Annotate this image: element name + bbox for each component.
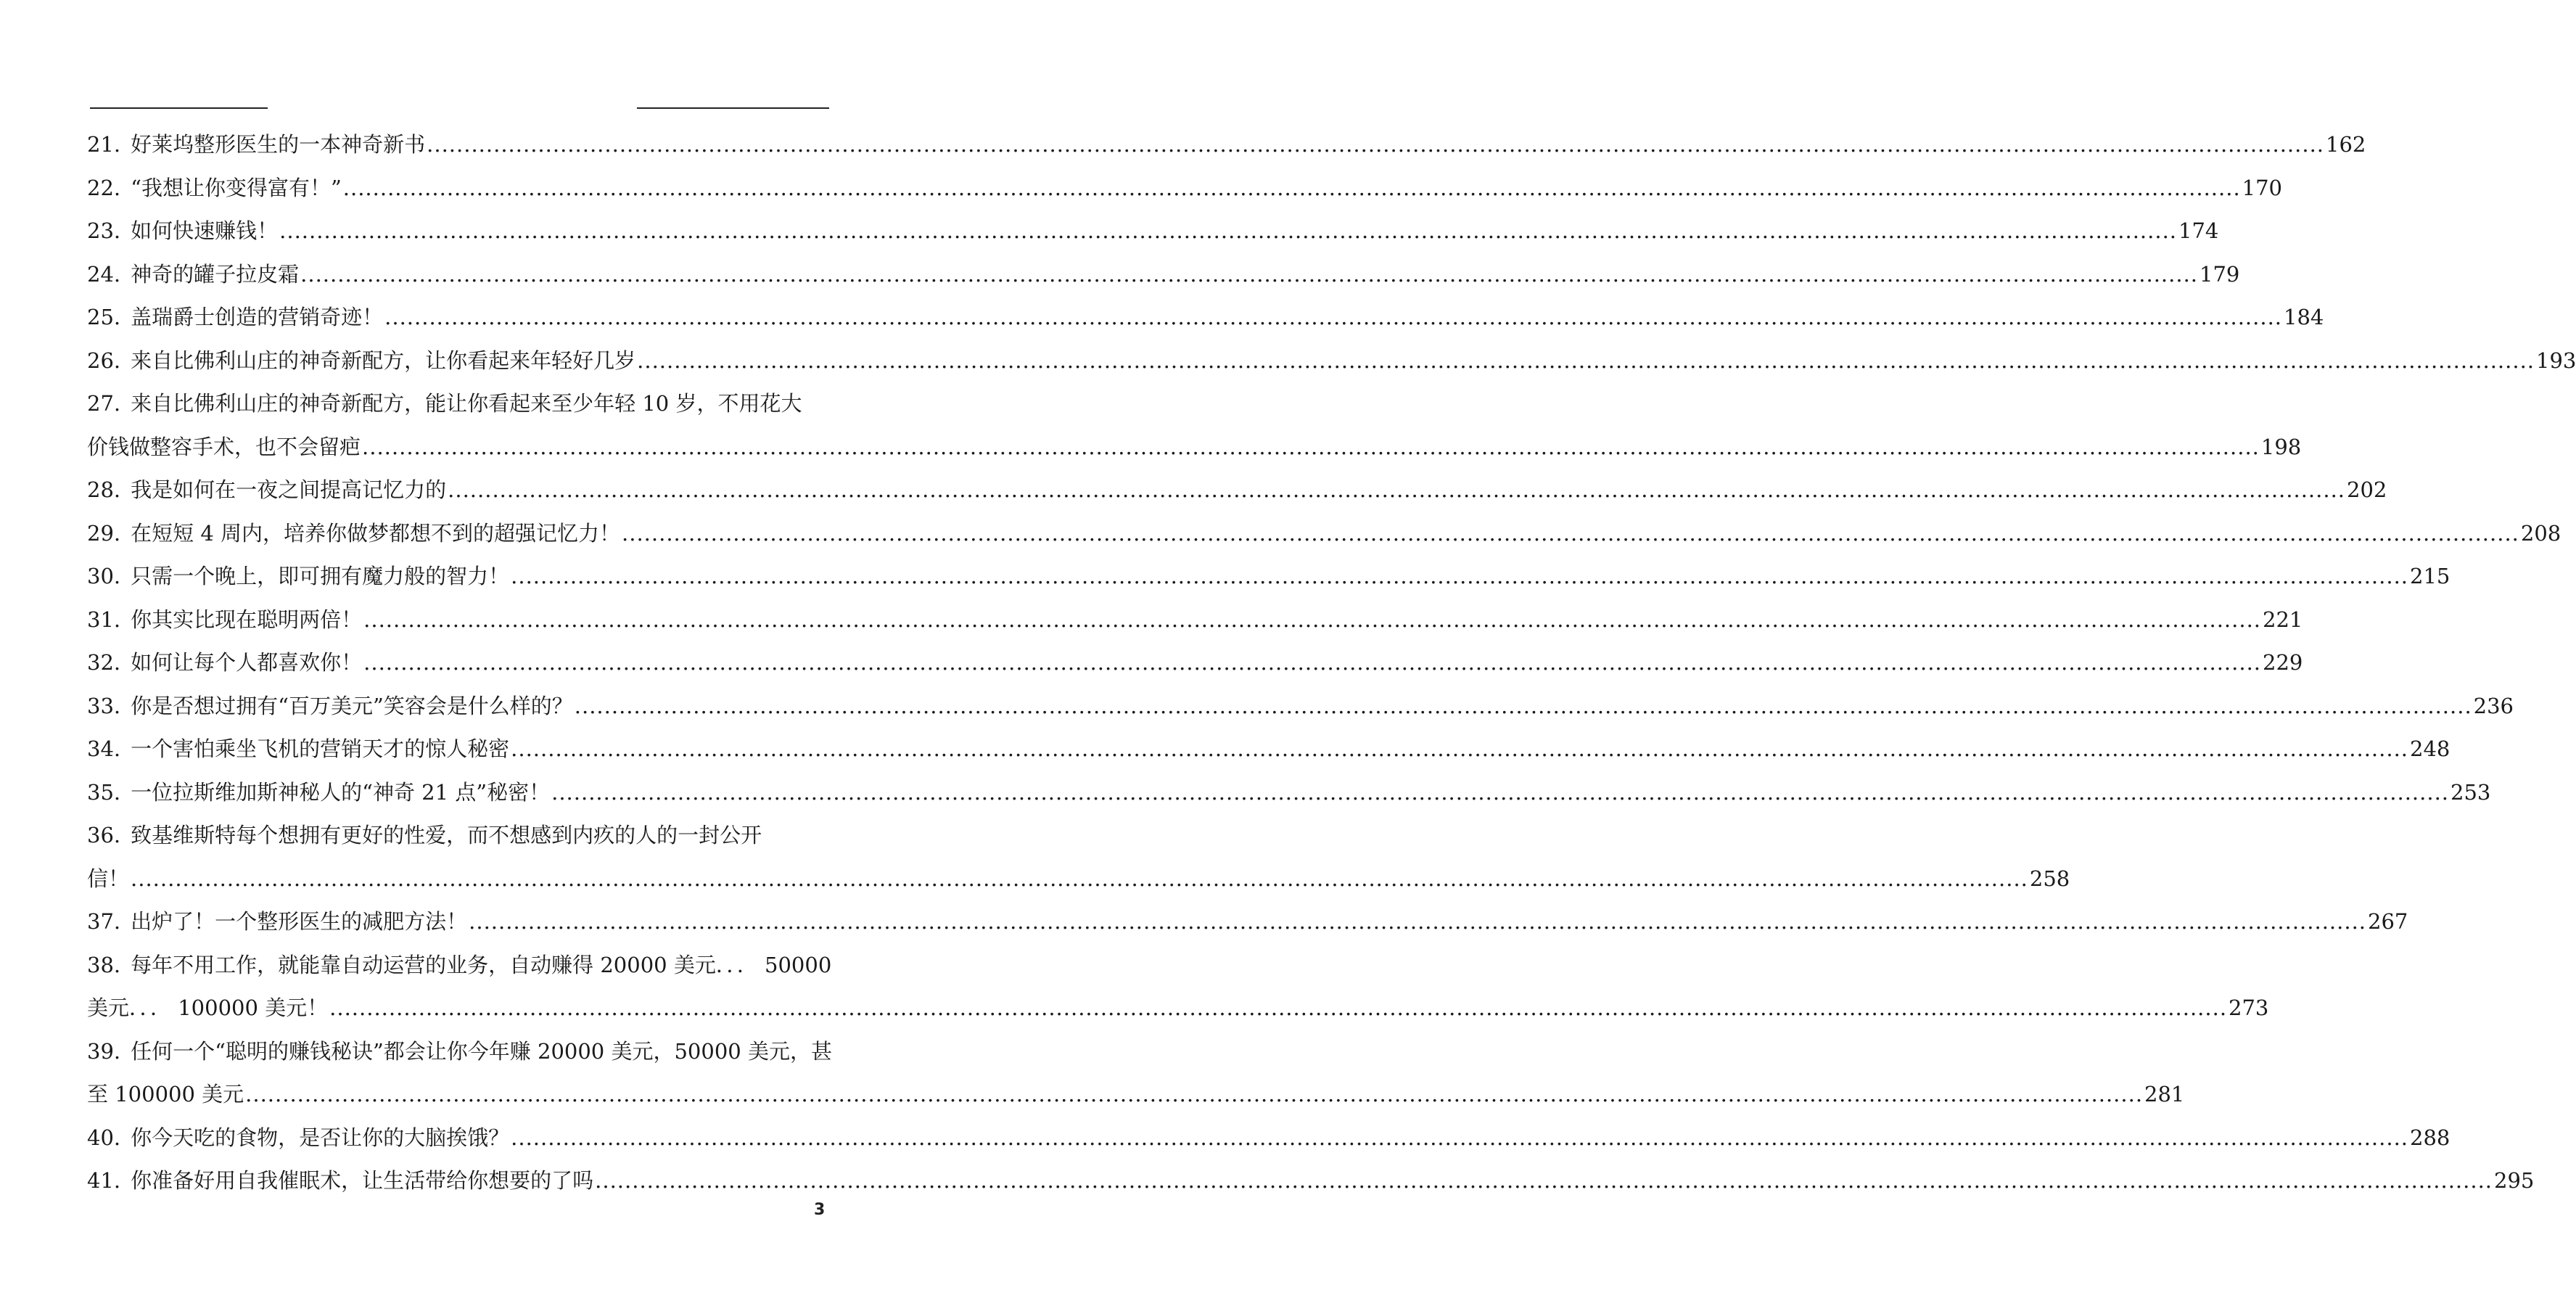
toc-entry-page: 229 <box>2263 650 2303 675</box>
toc-entry-line <box>87 1030 834 1074</box>
toc-entry-page: 179 <box>2200 261 2240 287</box>
toc-entry <box>87 728 2451 771</box>
toc-entry-number: 27. <box>87 391 121 416</box>
toc-entry-number: 34. <box>87 736 121 761</box>
toc-entry-line <box>87 340 2576 383</box>
toc-entry-title: 致基维斯特每个想拥有更好的性爱，而不想感到内疚的人的一封公开 <box>131 823 762 847</box>
toc-entry-continuation <box>87 987 2269 1030</box>
dot-leader <box>551 771 2449 815</box>
dot-leader <box>511 1117 2408 1160</box>
toc-entry-line <box>87 296 2324 340</box>
toc-entry-title: 只需一个晚上，即可拥有魔力般的智力！ <box>131 564 510 588</box>
toc-entry-title: 一位拉斯维加斯神秘人的“神奇 21 点”秘密！ <box>131 779 551 805</box>
toc-entry-title-continued: 至 100000 美元 <box>87 1082 244 1106</box>
toc-entry-line <box>87 382 834 426</box>
dot-leader <box>363 599 2261 642</box>
toc-entry-line <box>87 1159 2535 1203</box>
header-rule-left <box>90 107 268 109</box>
toc-entry-line <box>87 771 2491 815</box>
toc-entry-continuation <box>87 1073 2185 1117</box>
toc-entry-title-continued: 信！ <box>87 866 130 891</box>
toc-entry-number: 22. <box>87 175 121 200</box>
toc-entry-title: 盖瑞爵士创造的营销奇迹！ <box>131 305 384 329</box>
toc-entry-title: 你是否想过拥有“百万美元”笑容会是什么样的？ <box>131 693 573 718</box>
toc-entry-page: 162 <box>2326 132 2366 157</box>
toc-entry-page: 208 <box>2520 520 2561 546</box>
toc-entry-line <box>87 944 834 987</box>
dot-leader <box>131 858 2028 901</box>
dot-leader <box>245 1073 2143 1117</box>
toc-entry-line <box>87 1117 2451 1160</box>
dot-leader <box>637 340 2535 383</box>
toc-entry-continuation <box>87 426 2302 469</box>
toc-entry-number: 23. <box>87 218 121 243</box>
toc-entry-page: 258 <box>2029 866 2070 891</box>
dot-leader <box>384 296 2282 340</box>
toc-entry-title: 一个害怕乘坐飞机的营销天才的惊人秘密 <box>131 736 510 761</box>
toc-entry-line <box>87 728 2451 771</box>
toc-entry-line <box>87 210 2219 253</box>
toc-entry-number: 30. <box>87 564 121 588</box>
table-of-contents <box>87 123 2576 1203</box>
toc-entry-page: 248 <box>2410 736 2451 761</box>
page-number: 3 <box>814 1201 826 1219</box>
toc-entry-number: 29. <box>87 520 121 546</box>
dot-leader <box>448 469 2345 512</box>
toc-entry <box>87 771 2491 815</box>
toc-entry-title: 在短短 4 周内，培养你做梦都想不到的超强记忆力！ <box>131 520 621 546</box>
dot-leader <box>427 123 2324 167</box>
toc-entry-page: 215 <box>2410 564 2451 588</box>
toc-entry <box>87 641 2303 685</box>
toc-entry-title: 神奇的罐子拉皮霜 <box>131 261 300 287</box>
toc-entry <box>87 814 2070 900</box>
toc-entry-page: 236 <box>2473 693 2514 718</box>
toc-entry <box>87 685 2514 728</box>
toc-entry <box>87 253 2240 297</box>
toc-entry-title: 你今天吃的食物，是否让你的大脑挨饿？ <box>131 1125 510 1150</box>
toc-entry <box>87 340 2576 383</box>
toc-entry-number: 25. <box>87 305 121 329</box>
toc-entry-line <box>87 599 2303 642</box>
toc-entry-title: 来自比佛利山庄的神奇新配方，能让你看起来至少年轻 10 岁，不用花大 <box>131 391 802 416</box>
toc-entry-line <box>87 253 2240 297</box>
toc-entry <box>87 599 2303 642</box>
dot-leader <box>279 210 2177 253</box>
toc-entry-page: 288 <box>2410 1125 2451 1150</box>
toc-entry-page: 170 <box>2242 175 2283 200</box>
toc-entry <box>87 167 2283 210</box>
toc-entry-line <box>87 814 834 858</box>
toc-entry-number: 26. <box>87 348 121 373</box>
toc-entry-number: 37. <box>87 909 121 934</box>
toc-entry-number: 21. <box>87 132 121 157</box>
toc-entry-title: 如何让每个人都喜欢你！ <box>131 650 363 675</box>
toc-entry-line <box>87 512 2561 556</box>
toc-entry-page: 193 <box>2536 348 2576 373</box>
toc-entry-page: 295 <box>2494 1168 2535 1193</box>
toc-entry <box>87 469 2387 512</box>
toc-entry-number: 38. <box>87 952 121 977</box>
toc-entry-number: 40. <box>87 1125 121 1150</box>
dot-leader <box>575 685 2472 728</box>
dot-leader <box>343 167 2241 210</box>
toc-entry-title: 如何快速赚钱！ <box>131 218 279 243</box>
toc-entry-number: 35. <box>87 779 121 805</box>
toc-entry-page: 221 <box>2263 607 2303 632</box>
dot-leader <box>300 253 2198 297</box>
toc-entry-title: 任何一个“聪明的赚钱秘诀”都会让你今年赚 20000 美元，50000 美元，甚 <box>131 1038 832 1064</box>
toc-entry <box>87 1159 2535 1203</box>
toc-entry-title-continued: 价钱做整容手术，也不会留疤 <box>87 434 361 459</box>
toc-entry <box>87 210 2219 253</box>
toc-entry-number: 24. <box>87 261 121 287</box>
toc-entry-title: “我想让你变得富有！” <box>131 175 342 200</box>
toc-entry <box>87 512 2561 556</box>
dot-leader <box>622 512 2519 556</box>
toc-entry <box>87 944 2269 1030</box>
toc-entry-title: 每年不用工作，就能靠自动运营的业务，自动赚得 20000 美元．．． 50000 <box>131 952 832 977</box>
toc-entry <box>87 382 2302 469</box>
toc-entry-line <box>87 641 2303 685</box>
toc-entry-line <box>87 555 2451 599</box>
toc-entry-number: 31. <box>87 607 121 632</box>
toc-entry-page: 174 <box>2178 218 2219 243</box>
toc-entry-number: 41. <box>87 1168 121 1193</box>
toc-entry-title: 你准备好用自我催眠术，让生活带给你想要的了吗 <box>131 1168 594 1193</box>
toc-entry-title: 好莱坞整形医生的一本神奇新书 <box>131 132 426 157</box>
toc-entry-line <box>87 469 2387 512</box>
dot-leader <box>363 641 2261 685</box>
header-rule-right <box>637 107 829 109</box>
toc-entry-page: 202 <box>2347 477 2387 502</box>
toc-entry <box>87 1117 2451 1160</box>
toc-entry-number: 32. <box>87 650 121 675</box>
toc-entry-page: 267 <box>2368 909 2408 934</box>
toc-entry-title: 出炉了！一个整形医生的减肥方法！ <box>131 909 468 934</box>
toc-entry-title: 你其实比现在聪明两倍！ <box>131 607 363 632</box>
toc-entry-line <box>87 167 2283 210</box>
toc-entry-number: 39. <box>87 1038 121 1064</box>
toc-entry-number: 36. <box>87 823 121 847</box>
toc-entry-title-continued: 美元．．． 100000 美元！ <box>87 995 329 1020</box>
toc-entry-line <box>87 123 2366 167</box>
toc-entry-title: 我是如何在一夜之间提高记忆力的 <box>131 477 447 502</box>
toc-entry-number: 33. <box>87 693 121 718</box>
toc-entry-page: 281 <box>2144 1082 2185 1106</box>
toc-entry <box>87 900 2408 944</box>
toc-entry-number: 28. <box>87 477 121 502</box>
toc-entry <box>87 296 2324 340</box>
dot-leader <box>469 900 2366 944</box>
dot-leader <box>595 1159 2493 1203</box>
toc-entry-continuation <box>87 858 2070 901</box>
toc-entry-line <box>87 900 2408 944</box>
toc-entry <box>87 555 2451 599</box>
toc-entry <box>87 1030 2185 1117</box>
toc-entry-page: 184 <box>2284 305 2324 329</box>
dot-leader <box>329 987 2227 1030</box>
toc-entry-title: 来自比佛利山庄的神奇新配方，让你看起来年轻好几岁 <box>131 348 636 373</box>
dot-leader <box>511 555 2408 599</box>
toc-entry-line <box>87 685 2514 728</box>
toc-entry <box>87 123 2366 167</box>
toc-entry-page: 273 <box>2229 995 2269 1020</box>
dot-leader <box>362 426 2260 469</box>
dot-leader <box>511 728 2408 771</box>
toc-entry-page: 198 <box>2260 434 2302 459</box>
toc-entry-page: 253 <box>2451 779 2491 805</box>
